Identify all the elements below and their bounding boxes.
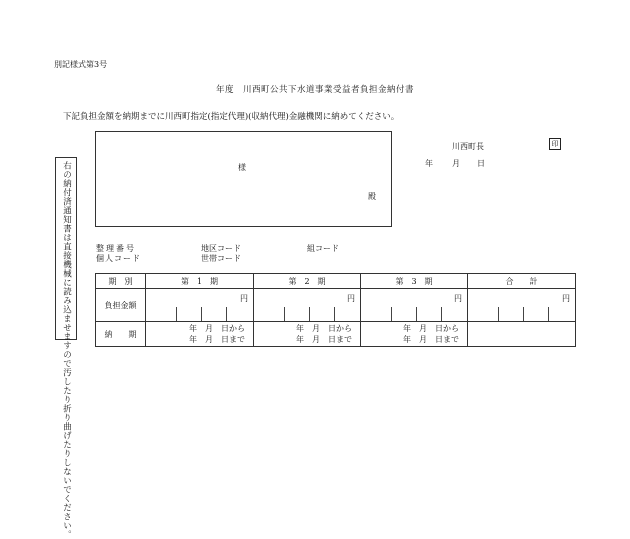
chiku-code-label: 地区コード (201, 244, 241, 253)
mayor-label: 川西町長 (452, 142, 484, 151)
issue-date-year: 年 (425, 159, 433, 168)
period-3-deadline[interactable] (361, 322, 468, 347)
deadline-row-label: 納 期 (96, 322, 146, 347)
period-3-header: 第 3 期 (361, 274, 468, 289)
honorific-dono: 殿 (368, 192, 376, 201)
side-note-box (55, 157, 77, 539)
period-2-header: 第 2 期 (254, 274, 361, 289)
period-1-header: 第 1 期 (146, 274, 254, 289)
yen-unit: 円 (454, 294, 462, 303)
amount-row-label: 負担金額 (96, 289, 146, 322)
address-box[interactable] (95, 131, 392, 227)
seiri-bango-label: 整理番号 (96, 244, 136, 253)
yen-unit: 円 (562, 294, 570, 303)
total-amount-cell[interactable] (468, 289, 576, 322)
period-1-amount-cell[interactable] (146, 289, 254, 322)
deadline-to: 年 月 日まで (296, 335, 352, 344)
deadline-to: 年 月 日まで (403, 335, 459, 344)
deadline-from: 年 月 日から (403, 324, 459, 333)
seal-mark: 印 (549, 138, 561, 150)
table-row-header (96, 274, 576, 289)
table-row-amount (96, 289, 576, 322)
kibetsu-header: 期 別 (96, 274, 146, 289)
deadline-from: 年 月 日から (296, 324, 352, 333)
period-3-amount-cell[interactable] (361, 289, 468, 322)
period-1-deadline[interactable] (146, 322, 254, 347)
total-deadline-cell (468, 322, 576, 347)
honorific-sama: 様 (238, 163, 246, 172)
issue-date-day: 日 (477, 159, 485, 168)
instruction-text: 下記負担金額を納期までに川西町指定(指定代理)(収納代理)金融機関に納めてください。 (63, 112, 400, 122)
setai-code-label: 世帯コード (201, 254, 241, 263)
form-id: 別記様式第3号 (54, 60, 108, 69)
yen-unit: 円 (240, 294, 248, 303)
issue-date-month: 月 (452, 159, 460, 168)
deadline-from: 年 月 日から (189, 324, 245, 333)
kojin-code-label: 個人コード (96, 254, 141, 263)
table-row-deadline (96, 322, 576, 347)
period-2-amount-cell[interactable] (254, 289, 361, 322)
document-title: 年度 川西町公共下水道事業受益者負担金納付書 (215, 85, 414, 95)
yen-unit: 円 (347, 294, 355, 303)
deadline-to: 年 月 日まで (189, 335, 245, 344)
kumi-code-label: 組コード (307, 244, 339, 253)
payment-table (95, 273, 576, 347)
total-header: 合 計 (468, 274, 576, 289)
side-note-text: 右の納付済通知書は直接機械に読み込ませますので汚したり折り曲げたりしないでください。 (61, 161, 72, 539)
period-2-deadline[interactable] (254, 322, 361, 347)
